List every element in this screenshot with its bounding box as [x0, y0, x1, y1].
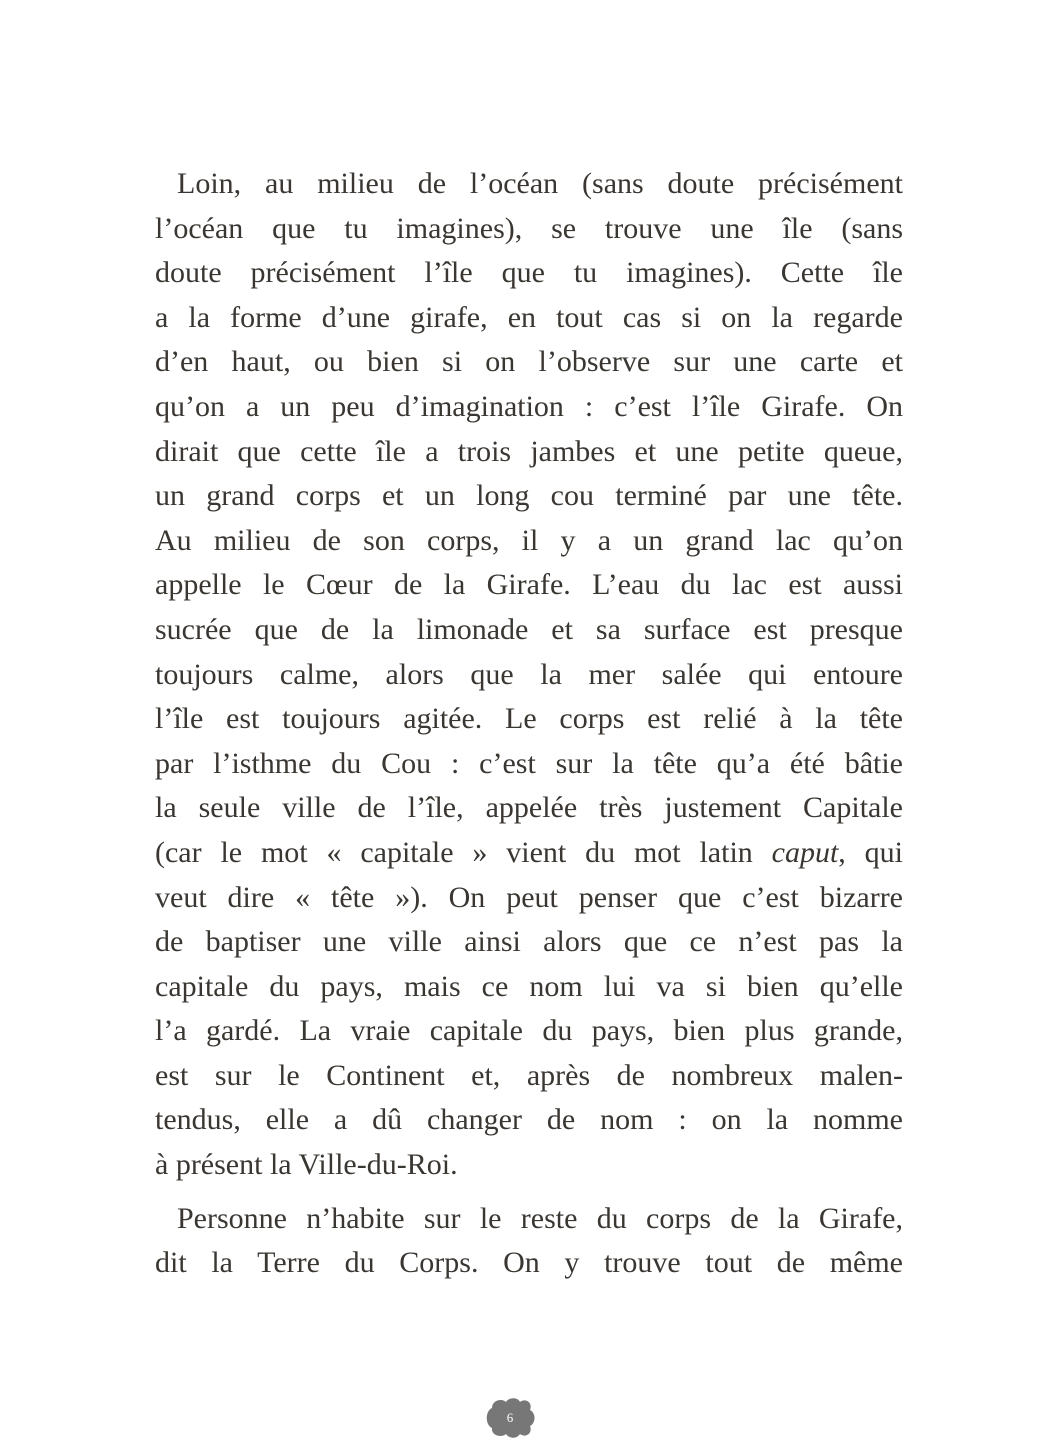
text-line: dirait que cette île a trois jambes et une petite queue, — [155, 434, 903, 468]
text-line: la seule ville de l’île, appelée très justement Capitale — [155, 791, 903, 825]
text-line: est sur le Continent et, après de nombreux malen- — [155, 1058, 903, 1092]
text-line: doute précisément l’île que tu imagines). Cette île — [155, 256, 903, 290]
text-line: sucrée que de la limonade et sa surface est presque — [155, 612, 903, 646]
body-text — [155, 162, 903, 1286]
text-line: un grand corps et un long cou terminé par une tête. — [155, 479, 903, 513]
text-line: de baptiser une ville ainsi alors que ce n’est pas la — [155, 925, 903, 959]
page-number-badge — [482, 1396, 538, 1440]
text-segment: (car le mot « capitale » vient du mot latin — [155, 835, 772, 869]
page-number: 6 — [506, 1410, 514, 1425]
text-line: dit la Terre du Corps. On y trouve tout de même — [155, 1246, 903, 1280]
text-line-caput — [155, 831, 903, 876]
text-line: par l’isthme du Cou : c’est sur la tête qu’a été bâtie — [155, 746, 903, 780]
text-line: capitale du pays, mais ce nom lui va si bien qu’elle — [155, 969, 903, 1003]
text-line: d’en haut, ou bien si on l’observe sur une carte et — [155, 345, 903, 379]
text-line: l’île est toujours agitée. Le corps est relié à la tête — [155, 702, 903, 736]
text-line: Loin, au milieu de l’océan (sans doute précisément — [177, 167, 903, 200]
text-line: qu’on a un peu d’imagination : c’est l’île Girafe. On — [155, 389, 903, 423]
italic-word: caput — [771, 835, 839, 869]
text-line: veut dire « tête »). On peut penser que c’est bizarre — [155, 880, 903, 914]
text-segment: , qui — [838, 835, 903, 869]
text-line: a la forme d’une girafe, en tout cas si on la regarde — [155, 300, 903, 334]
text-line: l’a gardé. La vraie capitale du pays, bien plus grande, — [155, 1014, 903, 1048]
text-line: appelle le Cœur de la Girafe. L’eau du lac est aussi — [155, 568, 903, 602]
paragraph-1 — [155, 162, 903, 1188]
text-line: tendus, elle a dû changer de nom : on la nomme — [155, 1103, 903, 1137]
text-line: Au milieu de son corps, il y a un grand lac qu’on — [155, 523, 903, 557]
text-line: Personne n’habite sur le reste du corps de la Girafe, — [177, 1201, 903, 1235]
paragraph-2 — [155, 1197, 903, 1286]
text-line: à présent la Ville-du-Roi. — [155, 1148, 458, 1182]
text-line: toujours calme, alors que la mer salée qui entoure — [155, 657, 903, 691]
text-line: l’océan que tu imagines), se trouve une île (sans — [155, 211, 903, 245]
